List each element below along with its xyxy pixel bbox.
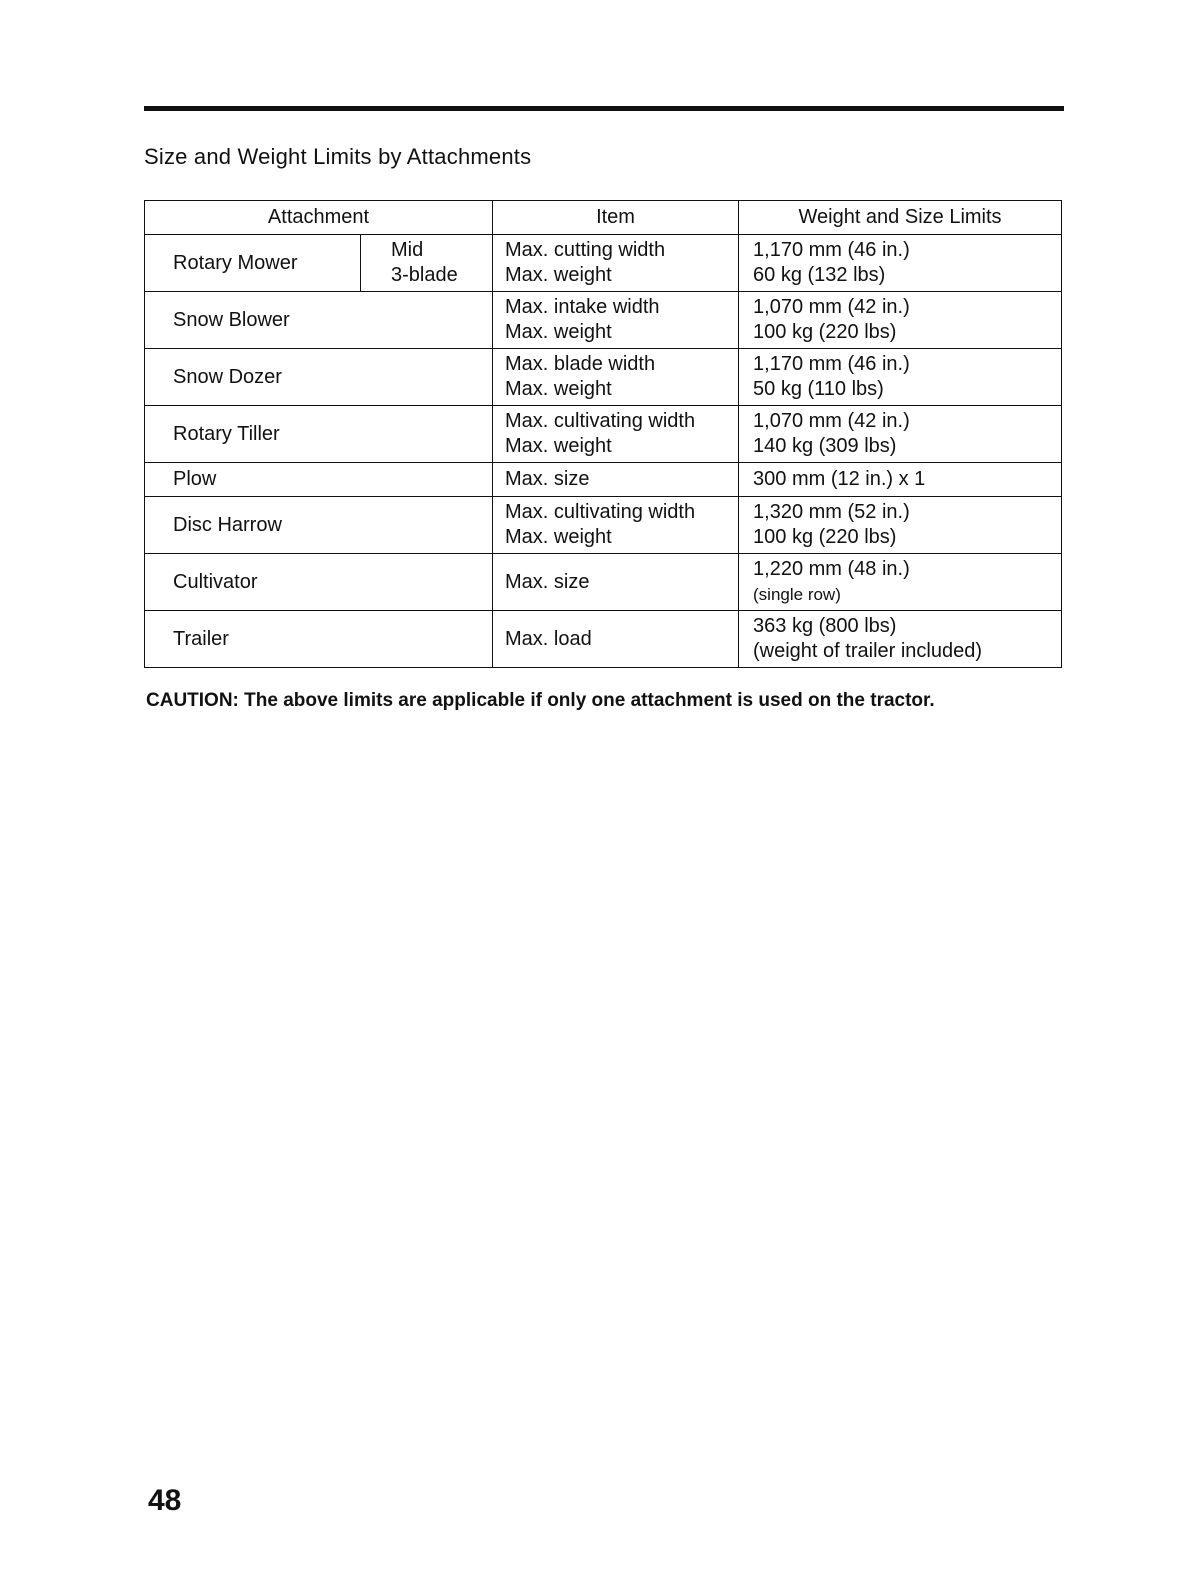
- table-row: [145, 497, 1062, 554]
- item-cell: Max. cultivating width Max. weight: [493, 497, 739, 554]
- table-row: [145, 463, 1062, 497]
- table-row: [145, 349, 1062, 406]
- attachment-name: Trailer: [145, 611, 493, 668]
- header-item: Item: [493, 201, 739, 235]
- limit-cell: 1,070 mm (42 in.) 140 kg (309 lbs): [739, 406, 1062, 463]
- attachment-name: Disc Harrow: [145, 497, 493, 554]
- caution-note: CAUTION: The above limits are applicable if only one attachment is used on the tractor.: [146, 690, 935, 711]
- table-row: [145, 292, 1062, 349]
- header-limits: Weight and Size Limits: [739, 201, 1062, 235]
- attachment-name: Rotary Mower: [145, 235, 361, 292]
- limit-cell: 1,320 mm (52 in.) 100 kg (220 lbs): [739, 497, 1062, 554]
- item-cell: Max. intake width Max. weight: [493, 292, 739, 349]
- attachment-name: Cultivator: [145, 554, 493, 611]
- limit-cell: 1,220 mm (48 in.) (single row): [739, 554, 1062, 611]
- item-cell: Max. size: [493, 463, 739, 497]
- table-row: [145, 554, 1062, 611]
- table-row: [145, 406, 1062, 463]
- top-rule: [144, 106, 1064, 111]
- table-row: [145, 611, 1062, 668]
- limit-cell: 1,070 mm (42 in.) 100 kg (220 lbs): [739, 292, 1062, 349]
- item-cell: Max. cultivating width Max. weight: [493, 406, 739, 463]
- limit-cell: 300 mm (12 in.) x 1: [739, 463, 1062, 497]
- attachment-name: Plow: [145, 463, 493, 497]
- table-header-row: [145, 201, 1062, 235]
- item-cell: Max. cutting width Max. weight: [493, 235, 739, 292]
- limit-cell: 363 kg (800 lbs) (weight of trailer included): [739, 611, 1062, 668]
- limits-table: [144, 200, 1062, 668]
- page-number: 48: [148, 1484, 182, 1517]
- header-attachment: Attachment: [145, 201, 493, 235]
- limit-cell: 1,170 mm (46 in.) 60 kg (132 lbs): [739, 235, 1062, 292]
- attachment-subtype: Mid 3-blade: [361, 235, 493, 292]
- item-cell: Max. size: [493, 554, 739, 611]
- table-row: [145, 235, 1062, 292]
- item-cell: Max. blade width Max. weight: [493, 349, 739, 406]
- item-cell: Max. load: [493, 611, 739, 668]
- attachment-name: Snow Dozer: [145, 349, 493, 406]
- limit-cell: 1,170 mm (46 in.) 50 kg (110 lbs): [739, 349, 1062, 406]
- attachment-name: Snow Blower: [145, 292, 493, 349]
- section-title: Size and Weight Limits by Attachments: [144, 144, 532, 169]
- attachment-name: Rotary Tiller: [145, 406, 493, 463]
